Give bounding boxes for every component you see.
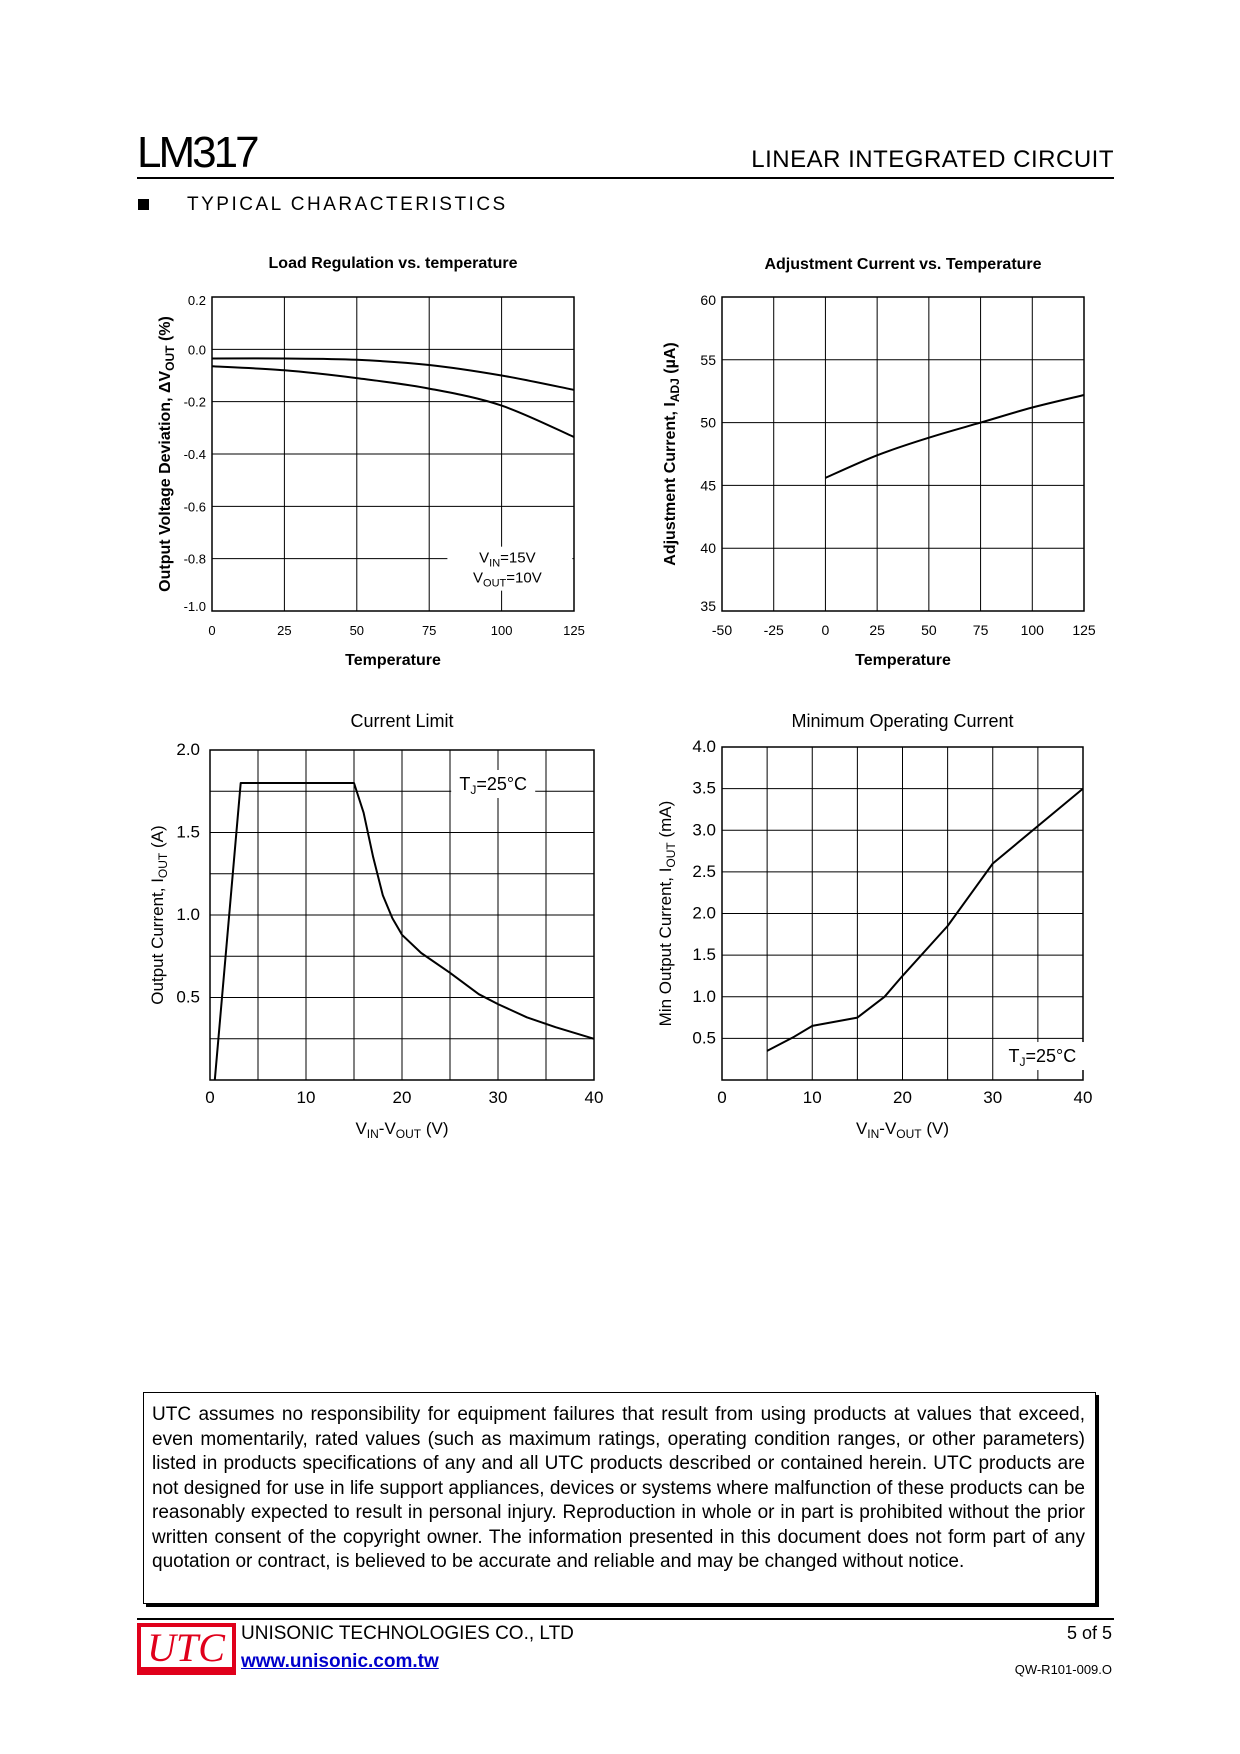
chart1-annotation-vout: $V_{OUT}=10V$ [473,569,542,590]
chart4-xtick-label: 0 [717,1088,727,1107]
chart2-ytick-label: 45 [700,477,716,494]
chart1-ytick-label: -0.8 [183,551,206,567]
part-number: LM317 [137,128,257,177]
chart1-xlabel: Temperature [345,652,441,669]
chart2-xtick-label: 75 [972,622,989,638]
chart1-title: Load Regulation vs. temperature [268,255,518,272]
company-name: UNISONIC TECHNOLOGIES CO., LTD [241,1623,574,1644]
chart1-ytick-label: -0.4 [183,447,206,462]
chart3-ytick-label: 2.0 [176,740,200,759]
chart4-series-I_OUT_min [767,789,1083,1051]
chart4-ylabel: Min Output Current, $I_{OUT}$ (mA) [656,800,678,1027]
chart4-ytick-label: 3.0 [692,820,716,840]
chart1-xtick-label: 75 [421,623,437,638]
chart2-xtick-label: 0 [821,622,830,638]
chart4-xlabel: $V_{IN}-V_{OUT}$ (V) [855,1119,950,1141]
chart3-title: Current Limit [350,711,454,731]
chart2-xtick-label: -25 [763,622,784,638]
chart4-xtick-label: 10 [802,1088,822,1107]
chart1-ytick-label: -0.2 [183,394,206,410]
chart2-ytick-label: 60 [700,292,716,308]
chart3-series-I_OUT [215,783,594,1080]
chart3-xtick-label: 40 [584,1088,604,1107]
chart4-xtick-label: 30 [983,1088,1003,1107]
chart4-ytick-label: 3.5 [692,778,716,798]
disclaimer-box [143,1392,1096,1604]
chart4-ytick-label: 4.0 [692,737,716,756]
chart4-xtick-label: 40 [1073,1088,1093,1107]
chart1-xtick-label: 100 [490,623,513,638]
chart3-xtick-label: 20 [392,1088,412,1107]
chart4-xtick-label: 20 [893,1088,912,1107]
chart2-ytick-label: 40 [700,540,716,557]
chart3-xlabel: $V_{IN}-V_{OUT}$ (V) [355,1119,449,1141]
chart2-plot-frame [722,297,1084,611]
chart4-ytick-label: 0.5 [692,1028,716,1048]
chart1-xtick-label: 0 [208,623,216,638]
chart3-ytick-label: 1.0 [176,905,200,924]
chart2-xtick-label: 125 [1072,622,1096,638]
chart2-xlabel: Temperature [855,652,951,669]
utc-logo-text: UTC [147,1625,225,1670]
chart3-annotation-tj: $T_J=25^\circ C$ [459,774,528,797]
chart3-xtick-label: 10 [296,1088,316,1107]
chart3-ytick-label: 0.5 [176,987,200,1007]
chart2-xtick-label: 25 [869,622,885,638]
chart1-xtick-label: 125 [563,623,585,638]
chart1-ytick-label: 0.0 [187,342,206,358]
website-link[interactable]: www.unisonic.com.tw [241,1651,439,1672]
page-number: 5 of 5 [1066,1623,1112,1643]
chart2-xtick-label: -50 [711,622,733,638]
chart1-ylabel: Output Voltage Deviation, $\Delta V_{OUT}$ (%) [157,316,177,592]
chart1-xtick-label: 25 [277,623,292,638]
document-code: QW-R101-009.O [1014,1662,1112,1677]
chart4-ytick-label: 1.0 [692,986,716,1006]
chart2-ytick-label: 55 [700,351,716,368]
document-type: LINEAR INTEGRATED CIRCUIT [751,146,1114,173]
chart1-xtick-label: 50 [349,623,365,638]
utc-logo [137,1623,236,1675]
chart2-xtick-label: 50 [921,622,937,638]
chart4-ytick-label: 1.5 [692,945,716,965]
chart2-ylabel: Adjustment Current, $I_{ADJ}$ (µA) [662,342,682,566]
chart3-xtick-label: 0 [205,1088,215,1107]
chart4-ytick-label: 2.0 [692,903,716,923]
chart2-xtick-label: 100 [1020,622,1044,638]
chart3-ylabel: Output Current, $I_{OUT}$ (A) [148,825,170,1005]
chart2-ytick-label: 50 [700,414,716,431]
chart1-ytick-label: -1.0 [183,599,206,614]
chart3-xtick-label: 30 [488,1088,508,1107]
chart1-annotation-vin: $V_{IN}=15V$ [479,549,536,570]
chart4-title: Minimum Operating Current [791,711,1014,731]
chart2-ytick-label: 35 [700,598,716,614]
chart3-ytick-label: 1.5 [176,822,200,842]
footer-rule [137,1618,1114,1620]
chart4-ytick-label: 2.5 [692,861,716,881]
chart1-ytick-label: 0.2 [187,293,206,308]
chart4-annotation-tj: $T_J=25^\circ C$ [1008,1046,1077,1070]
section-title: TYPICAL CHARACTERISTICS [187,194,508,215]
chart2-title: Adjustment Current vs. Temperature [764,256,1042,273]
chart1-series-upper [212,358,574,389]
disclaimer-text: UTC assumes no responsibility for equipment failures that result from using products at values that exceed, even momentarily, rated values (such as maximum ratings, operating condition ranges, or other parameters) listed in products specifications of any and all UTC products described or contained herein. UTC products are not designed for use in life support appliances, devices or systems where malfunction of these products can be reasonably expected to result in personal injury. Reproduction in whole or in part is prohibited without the prior written consent of the copyright owner. The information presented in this document does not form part of any quotation or contract, is believed to be accurate and reliable and may be changed without notice. [152,1404,1085,1572]
chart1-ytick-label: -0.6 [183,499,206,515]
chart2-series-I_ADJ [825,395,1084,478]
